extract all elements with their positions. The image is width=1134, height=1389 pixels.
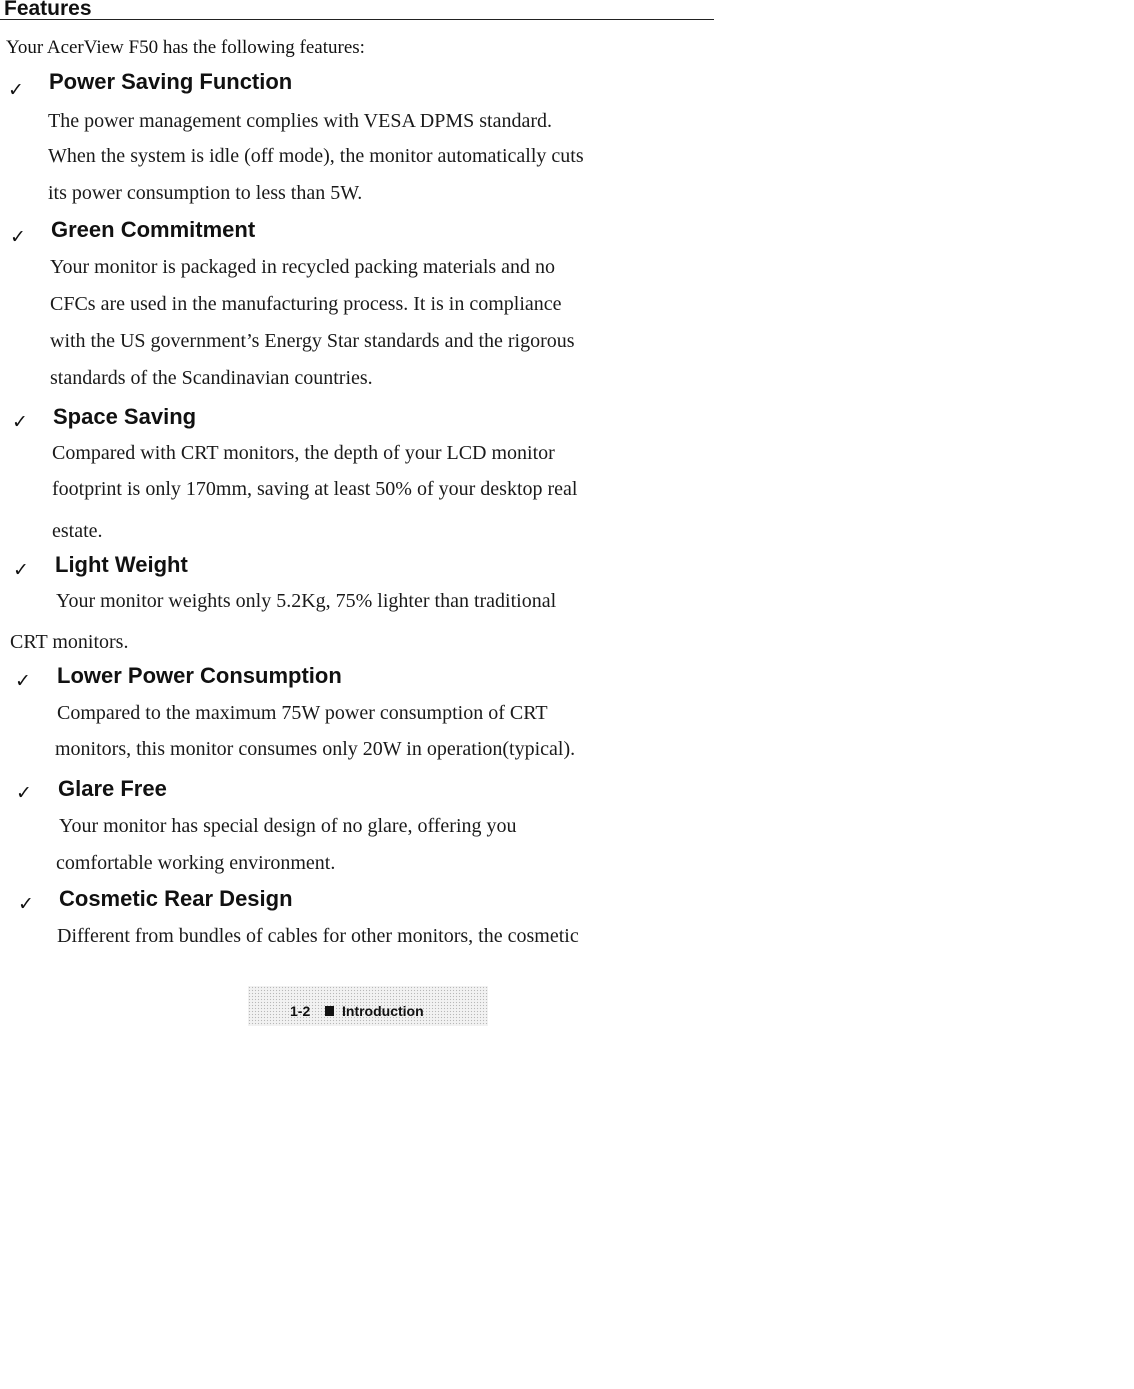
feature-text-line: Your monitor weights only 5.2Kg, 75% lighter than traditional bbox=[56, 590, 557, 612]
checkmark-icon: ✓ bbox=[18, 893, 34, 915]
section-name: Introduction bbox=[342, 1003, 424, 1019]
feature-text-line: CRT monitors. bbox=[10, 631, 129, 653]
feature-title-space-saving: Space Saving bbox=[53, 404, 197, 429]
feature-text-line: comfortable working environment. bbox=[56, 852, 336, 874]
feature-text-line: CFCs are used in the manufacturing process. It is in compliance bbox=[50, 293, 562, 315]
heading-divider bbox=[0, 19, 714, 20]
feature-text-line: standards of the Scandinavian countries. bbox=[50, 367, 373, 389]
square-bullet-icon bbox=[325, 1006, 334, 1016]
feature-text-line: The power management complies with VESA DPMS standard. bbox=[48, 110, 553, 132]
page-number: 1-2 bbox=[290, 1003, 311, 1019]
feature-title-green-commitment: Green Commitment bbox=[51, 217, 256, 242]
checkmark-icon: ✓ bbox=[15, 670, 31, 692]
feature-title-glare-free: Glare Free bbox=[58, 776, 167, 801]
feature-text-line: with the US government’s Energy Star standards and the rigorous bbox=[50, 330, 575, 352]
feature-text-line: Compared with CRT monitors, the depth of your LCD monitor bbox=[52, 442, 555, 464]
feature-text-line: Different from bundles of cables for other monitors, the cosmetic bbox=[57, 925, 579, 947]
checkmark-icon: ✓ bbox=[16, 782, 32, 804]
feature-title-lower-power: Lower Power Consumption bbox=[57, 663, 342, 688]
feature-title-power-saving: Power Saving Function bbox=[49, 69, 293, 94]
feature-text-line: footprint is only 170mm, saving at least 50% of your desktop real bbox=[52, 478, 578, 500]
feature-text-line: Your monitor is packaged in recycled packing materials and no bbox=[50, 256, 556, 278]
feature-title-cosmetic-rear: Cosmetic Rear Design bbox=[59, 886, 293, 911]
checkmark-icon: ✓ bbox=[10, 226, 26, 248]
feature-text-line: monitors, this monitor consumes only 20W in operation(typical). bbox=[55, 738, 576, 760]
feature-text-line: When the system is idle (off mode), the monitor automatically cuts bbox=[48, 145, 584, 167]
checkmark-icon: ✓ bbox=[13, 559, 29, 581]
feature-text-line: its power consumption to less than 5W. bbox=[48, 182, 363, 204]
feature-title-light-weight: Light Weight bbox=[55, 552, 188, 577]
feature-text-line: estate. bbox=[52, 520, 103, 542]
feature-text-line: Compared to the maximum 75W power consumption of CRT bbox=[57, 702, 548, 724]
checkmark-icon: ✓ bbox=[12, 411, 28, 433]
checkmark-icon: ✓ bbox=[8, 79, 24, 101]
feature-text-line: Your monitor has special design of no glare, offering you bbox=[59, 815, 517, 837]
intro-text: Your AcerView F50 has the following features: bbox=[6, 37, 365, 58]
page-title: Features bbox=[4, 0, 92, 20]
